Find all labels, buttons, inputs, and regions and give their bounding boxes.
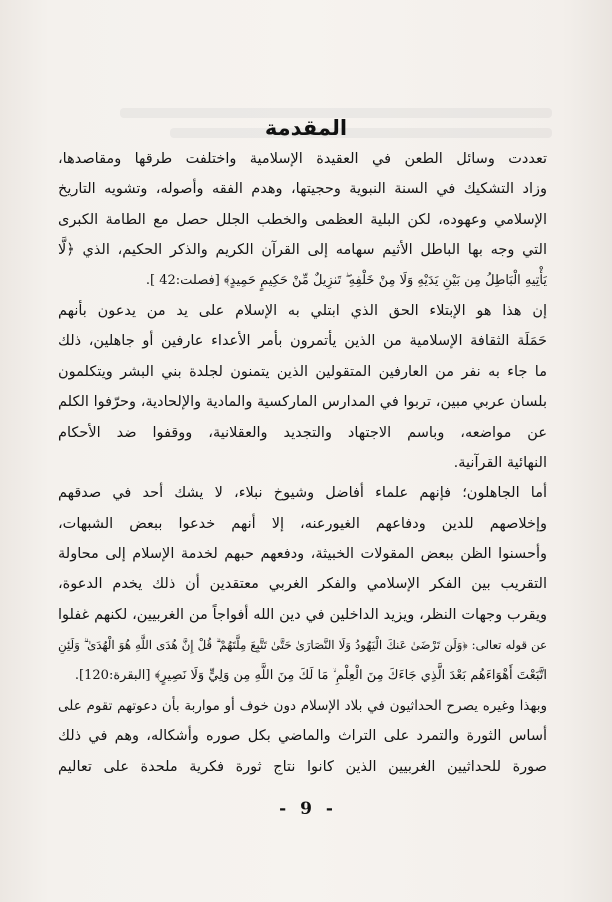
page-title: المقدمة <box>264 116 348 140</box>
text-line: ما جاء به نفر من العارفين المتقولين الذين يتمنون لجلدة بني البشر ويتكلمون <box>58 363 547 380</box>
text-line: وإخلاصهم للدين ودفاعهم الغيورعنه، إلا أنهم خدعوا ببعض الشبهات، <box>58 515 547 532</box>
quran-verse-line: عن قوله تعالى: ﴿وَلَن تَرْضَىٰ عَنكَ الْيَهُودُ وَلَا النَّصَارَىٰ حَتَّىٰ تَتَّبِعَ مِلَّتَهُمْ ۗ قُلْ إِنَّ هُدَى اللَّهِ هُوَ الْهُدَىٰ ۗ وَلَئِنِ <box>58 638 547 653</box>
text-line: بلسان عربي مبين، تربوا في المدارس الماركسية والمادية والإلحادية، وحرّفوا الكلم <box>58 394 547 411</box>
text-line: حَمَلَة الثقافة الإسلامية من الذين يأتمرون بأمر الأعداء عارفين أو جاهلين، ذلك <box>58 333 547 350</box>
text-line: وأحسنوا الظن ببعض المقولات الخبيثة، ودفعهم حبهم لخدمة الإسلام إلى محاولة <box>58 546 547 563</box>
text-line: أساس الثورة والتمرد على التراث والماضي بكل صوره وأشكاله، وهم في ذلك <box>58 728 547 745</box>
text-line: التقريب بين الفكر الإسلامي والفكر الغربي معتقدين أن ذلك يخدم الدعوة، <box>58 576 547 593</box>
quran-verse-line: اتَّبَعْتَ أَهْوَاءَهُم بَعْدَ الَّذِي جَاءَكَ مِنَ الْعِلْمِ ۙ مَا لَكَ مِنَ اللَّهِ مِن وَلِيٍّ وَلَا نَصِيرٍ﴾ [البقرة:120]. <box>74 667 547 683</box>
text-line: صورة للحداثيين الغربيين الذين كانوا نتاج ثورة فكرية ملحدة على تعاليم <box>58 758 547 775</box>
text-line: تعددت وسائل الطعن في العقيدة الإسلامية واختلفت طرقها ومقاصدها، <box>58 151 547 167</box>
quran-verse-line: يَأْتِيهِ الْبَاطِلُ مِن بَيْنِ يَدَيْهِ وَلَا مِنْ خَلْفِهِ ۖ تَنزِيلٌ مِّنْ حَكِيمٍ حَمِيدٍ﴾ [فصلت:42 ]. <box>145 272 547 288</box>
text-line: النهائية القرآنية. <box>453 454 547 471</box>
text-line: الإسلامي وعهوده، لكن البلية العظمى والخطب الجلل حصل مع الطامة الكبرى <box>58 211 547 228</box>
text-line: ويقرب وجهات النظر، ويزيد الداخلين في دين الله أفواجاً من الغربيين، لكنهم غفلوا <box>58 606 547 623</box>
text-line: أما الجاهلون؛ فإنهم علماء أفاضل وشيوخ نبلاء، لا يشك أحد في صدقهم <box>58 485 547 502</box>
page-number: - 9 - <box>279 799 333 819</box>
text-line: وزاد التشكيك في السنة النبوية وحجيتها، وهدم الفقه وأصوله، وتشويه التاريخ <box>58 181 547 198</box>
text-line: إن هذا هو الإبتلاء الحق الذي ابتلي به الإسلام على يد من يدعون بأنهم <box>58 302 547 319</box>
body-text <box>58 144 547 782</box>
text-line: وبهذا وغيره يصرح الحداثيون في بلاد الإسلام دون خوف أو مواربة بأن دعوتهم تقوم على <box>58 698 547 715</box>
text-line: التي وجه بها الباطل الأثيم سهامه إلى القرآن الكريم والذكر الحكيم، الذي ﴿لَّا <box>58 242 547 259</box>
text-line: عن مواضعه، وباسم الاجتهاد والتجديد والعقلانية، ووقفوا ضد الأحكام <box>58 424 547 441</box>
